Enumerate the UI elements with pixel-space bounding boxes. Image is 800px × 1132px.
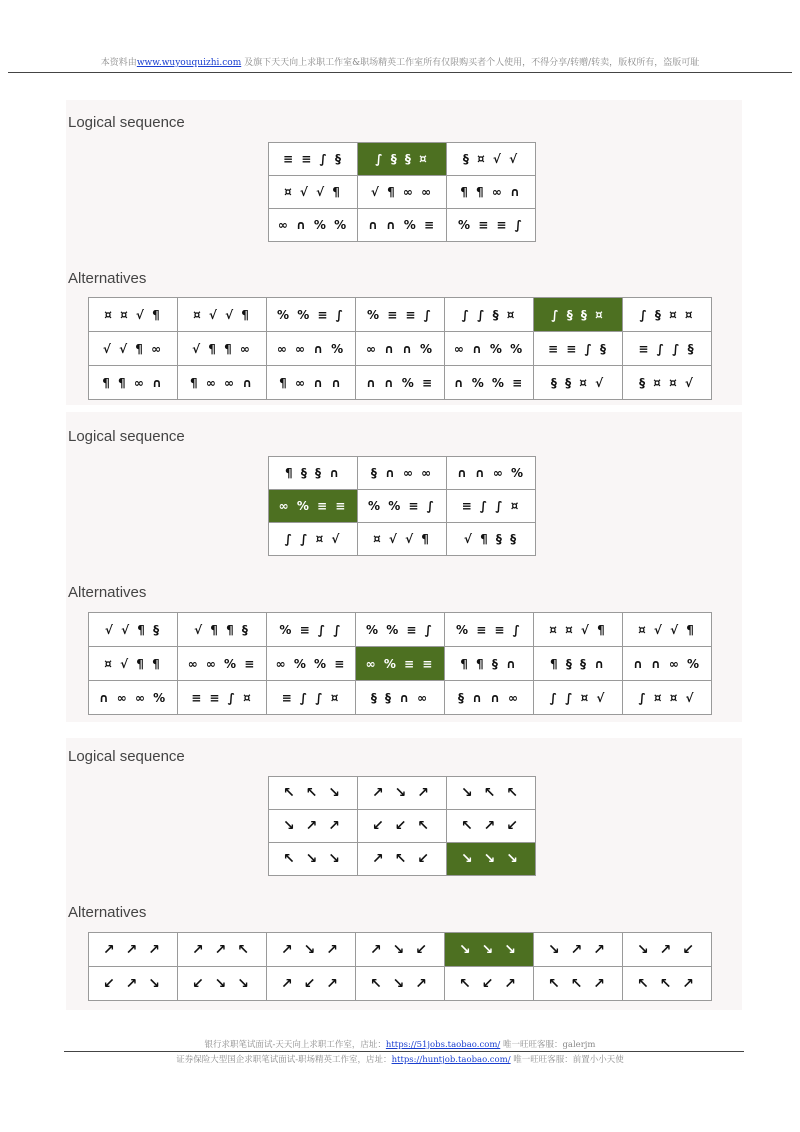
grid-cell: ≡ ∫ ∫ ¤ bbox=[447, 490, 536, 523]
grid-cell: ¶ ∞ ∞ ∩ bbox=[178, 366, 267, 400]
grid-cell: ∫ ∫ ¤ √ bbox=[534, 681, 623, 715]
grid-cell: ↙ ↗ ↘ bbox=[89, 967, 178, 1001]
section-title: Alternatives bbox=[68, 584, 147, 601]
sequence-row bbox=[269, 523, 536, 556]
grid-cell: § ¤ √ √ bbox=[447, 143, 536, 176]
grid-cell: ↖ ↖ ↗ bbox=[623, 967, 712, 1001]
grid-cell: § ∩ ∞ ∞ bbox=[358, 457, 447, 490]
grid-cell: ↖ ↘ ↗ bbox=[356, 967, 445, 1001]
grid-cell: ∞ ∩ ∩ % bbox=[356, 332, 445, 366]
alternatives-row bbox=[89, 298, 712, 332]
grid-cell: ↘ ↗ ↗ bbox=[269, 810, 358, 843]
grid-cell: ¤ √ √ ¶ bbox=[269, 176, 358, 209]
grid-cell: ≡ ≡ ∫ § bbox=[534, 332, 623, 366]
grid-cell: % ≡ ≡ ∫ bbox=[447, 209, 536, 242]
grid-cell: √ ¶ ¶ § bbox=[178, 613, 267, 647]
sequence-grid bbox=[268, 776, 536, 876]
grid-cell: ¤ √ √ ¶ bbox=[178, 298, 267, 332]
grid-cell: % % ≡ ∫ bbox=[356, 613, 445, 647]
grid-cell: ∫ ∫ § ¤ bbox=[445, 298, 534, 332]
sequence-row bbox=[269, 843, 536, 876]
grid-cell: ¶ ¶ § ∩ bbox=[445, 647, 534, 681]
alternatives-row bbox=[89, 332, 712, 366]
header-prefix: 本资料由 bbox=[100, 58, 137, 68]
footer-divider bbox=[64, 1051, 744, 1052]
header-divider bbox=[8, 72, 792, 73]
grid-cell: √ ¶ § § bbox=[447, 523, 536, 556]
grid-cell: √ ¶ ¶ ∞ bbox=[178, 332, 267, 366]
grid-cell: ∞ ∞ ∩ % bbox=[267, 332, 356, 366]
alternatives-grid bbox=[88, 612, 712, 715]
highlighted-cell: ↘ ↘ ↘ bbox=[445, 933, 534, 967]
alternatives-grid bbox=[88, 932, 712, 1001]
grid-cell: ↗ ↗ ↗ bbox=[89, 933, 178, 967]
sequence-row bbox=[269, 209, 536, 242]
grid-cell: ∩ % % ≡ bbox=[445, 366, 534, 400]
grid-cell: § ¤ ¤ √ bbox=[623, 366, 712, 400]
grid-cell: § § ∩ ∞ bbox=[356, 681, 445, 715]
grid-cell: ↖ ↖ ↗ bbox=[534, 967, 623, 1001]
grid-cell: ∫ ∫ ¤ √ bbox=[269, 523, 358, 556]
sequence-row bbox=[269, 457, 536, 490]
footer-link[interactable]: https://51jobs.taobao.com/ bbox=[385, 1040, 501, 1050]
grid-cell: ¤ √ ¶ ¶ bbox=[89, 647, 178, 681]
sequence-row bbox=[269, 143, 536, 176]
sequence-row bbox=[269, 176, 536, 209]
footer-text: 证券保险大型国企求职笔试面试-职场精英工作室，店址： bbox=[176, 1055, 392, 1065]
footer-text: 银行求职笔试面试-天天向上求职工作室，店址： bbox=[204, 1040, 386, 1050]
grid-cell: ∩ ∞ ∞ % bbox=[89, 681, 178, 715]
grid-cell: ¤ √ √ ¶ bbox=[358, 523, 447, 556]
highlighted-cell: ∫ § § ¤ bbox=[358, 143, 447, 176]
footer-suffix: 唯一旺旺客服：前置小小天使 bbox=[513, 1055, 624, 1065]
alternatives-row bbox=[89, 681, 712, 715]
grid-cell: ↗ ↘ ↙ bbox=[356, 933, 445, 967]
grid-cell: % % ≡ ∫ bbox=[358, 490, 447, 523]
grid-cell: ↘ ↖ ↖ bbox=[447, 777, 536, 810]
grid-cell: √ ¶ ∞ ∞ bbox=[358, 176, 447, 209]
grid-cell: ↖ ↙ ↗ bbox=[445, 967, 534, 1001]
alternatives-row bbox=[89, 366, 712, 400]
header-link[interactable]: www.wuyouquizhi.com bbox=[136, 58, 242, 68]
highlighted-cell: ∫ § § ¤ bbox=[534, 298, 623, 332]
grid-cell: ≡ ∫ ∫ ¤ bbox=[267, 681, 356, 715]
alternatives-row bbox=[89, 647, 712, 681]
grid-cell: ↙ ↘ ↘ bbox=[178, 967, 267, 1001]
highlighted-cell: ∞ % ≡ ≡ bbox=[356, 647, 445, 681]
grid-cell: ∫ § ¤ ¤ bbox=[623, 298, 712, 332]
alternatives-row bbox=[89, 933, 712, 967]
grid-cell: % ≡ ∫ ∫ bbox=[267, 613, 356, 647]
grid-cell: ∩ ∩ % ≡ bbox=[356, 366, 445, 400]
grid-cell: ↘ ↗ ↙ bbox=[623, 933, 712, 967]
grid-cell: ¶ ¶ ∞ ∩ bbox=[447, 176, 536, 209]
alternatives-grid bbox=[88, 297, 712, 400]
footer-link[interactable]: https://huntjob.taobao.com/ bbox=[391, 1055, 511, 1065]
grid-cell: ↖ ↖ ↘ bbox=[269, 777, 358, 810]
section-title: Logical sequence bbox=[68, 748, 185, 765]
grid-cell: ¤ ¤ √ ¶ bbox=[89, 298, 178, 332]
sequence-grid bbox=[268, 142, 536, 242]
section-title: Alternatives bbox=[68, 270, 147, 287]
grid-cell: ↗ ↘ ↗ bbox=[267, 933, 356, 967]
grid-cell: % ≡ ≡ ∫ bbox=[445, 613, 534, 647]
highlighted-cell: ∞ % ≡ ≡ bbox=[269, 490, 358, 523]
grid-cell: ↗ ↗ ↖ bbox=[178, 933, 267, 967]
grid-cell: § § ¤ √ bbox=[534, 366, 623, 400]
grid-cell: § ∩ ∩ ∞ bbox=[445, 681, 534, 715]
grid-cell: ↗ ↘ ↗ bbox=[358, 777, 447, 810]
sequence-row bbox=[269, 777, 536, 810]
grid-cell: % % ≡ ∫ bbox=[267, 298, 356, 332]
grid-cell: ∩ ∩ % ≡ bbox=[358, 209, 447, 242]
grid-cell: ↗ ↖ ↙ bbox=[358, 843, 447, 876]
grid-cell: ≡ ∫ ∫ § bbox=[623, 332, 712, 366]
grid-cell: ≡ ≡ ∫ ¤ bbox=[178, 681, 267, 715]
grid-cell: ↙ ↙ ↖ bbox=[358, 810, 447, 843]
grid-cell: ∞ ∩ % % bbox=[269, 209, 358, 242]
grid-cell: ¤ ¤ √ ¶ bbox=[534, 613, 623, 647]
grid-cell: ∞ ∩ % % bbox=[445, 332, 534, 366]
header-suffix: 及旗下天天向上求职工作室&职场精英工作室所有仅限购买者个人使用，不得分享/转赠/转卖，版权所有，盗版可耻 bbox=[244, 58, 700, 68]
grid-cell: ¶ ∞ ∩ ∩ bbox=[267, 366, 356, 400]
grid-cell: ≡ ≡ ∫ § bbox=[269, 143, 358, 176]
grid-cell: ↘ ↗ ↗ bbox=[534, 933, 623, 967]
grid-cell: % ≡ ≡ ∫ bbox=[356, 298, 445, 332]
grid-cell: ¶ § § ∩ bbox=[534, 647, 623, 681]
alternatives-row bbox=[89, 613, 712, 647]
alternatives-row bbox=[89, 967, 712, 1001]
grid-cell: ∞ ∞ % ≡ bbox=[178, 647, 267, 681]
footer-line-2 bbox=[0, 1053, 800, 1065]
sequence-grid bbox=[268, 456, 536, 556]
grid-cell: ∫ ¤ ¤ √ bbox=[623, 681, 712, 715]
footer-line-1 bbox=[0, 1038, 800, 1050]
sequence-row bbox=[269, 810, 536, 843]
grid-cell: ∩ ∩ ∞ % bbox=[447, 457, 536, 490]
section-title: Logical sequence bbox=[68, 114, 185, 131]
grid-cell: ↖ ↗ ↙ bbox=[447, 810, 536, 843]
grid-cell: ¶ ¶ ∞ ∩ bbox=[89, 366, 178, 400]
grid-cell: √ √ ¶ ∞ bbox=[89, 332, 178, 366]
grid-cell: ∞ % % ≡ bbox=[267, 647, 356, 681]
grid-cell: ↖ ↘ ↘ bbox=[269, 843, 358, 876]
section-title: Alternatives bbox=[68, 904, 147, 921]
grid-cell: ↗ ↙ ↗ bbox=[267, 967, 356, 1001]
grid-cell: √ √ ¶ § bbox=[89, 613, 178, 647]
grid-cell: ∩ ∩ ∞ % bbox=[623, 647, 712, 681]
footer-suffix: 唯一旺旺客服：galerjm bbox=[502, 1040, 596, 1050]
sequence-row bbox=[269, 490, 536, 523]
grid-cell: ¶ § § ∩ bbox=[269, 457, 358, 490]
section-title: Logical sequence bbox=[68, 428, 185, 445]
page-header bbox=[0, 55, 800, 68]
highlighted-cell: ↘ ↘ ↘ bbox=[447, 843, 536, 876]
grid-cell: ¤ √ √ ¶ bbox=[623, 613, 712, 647]
